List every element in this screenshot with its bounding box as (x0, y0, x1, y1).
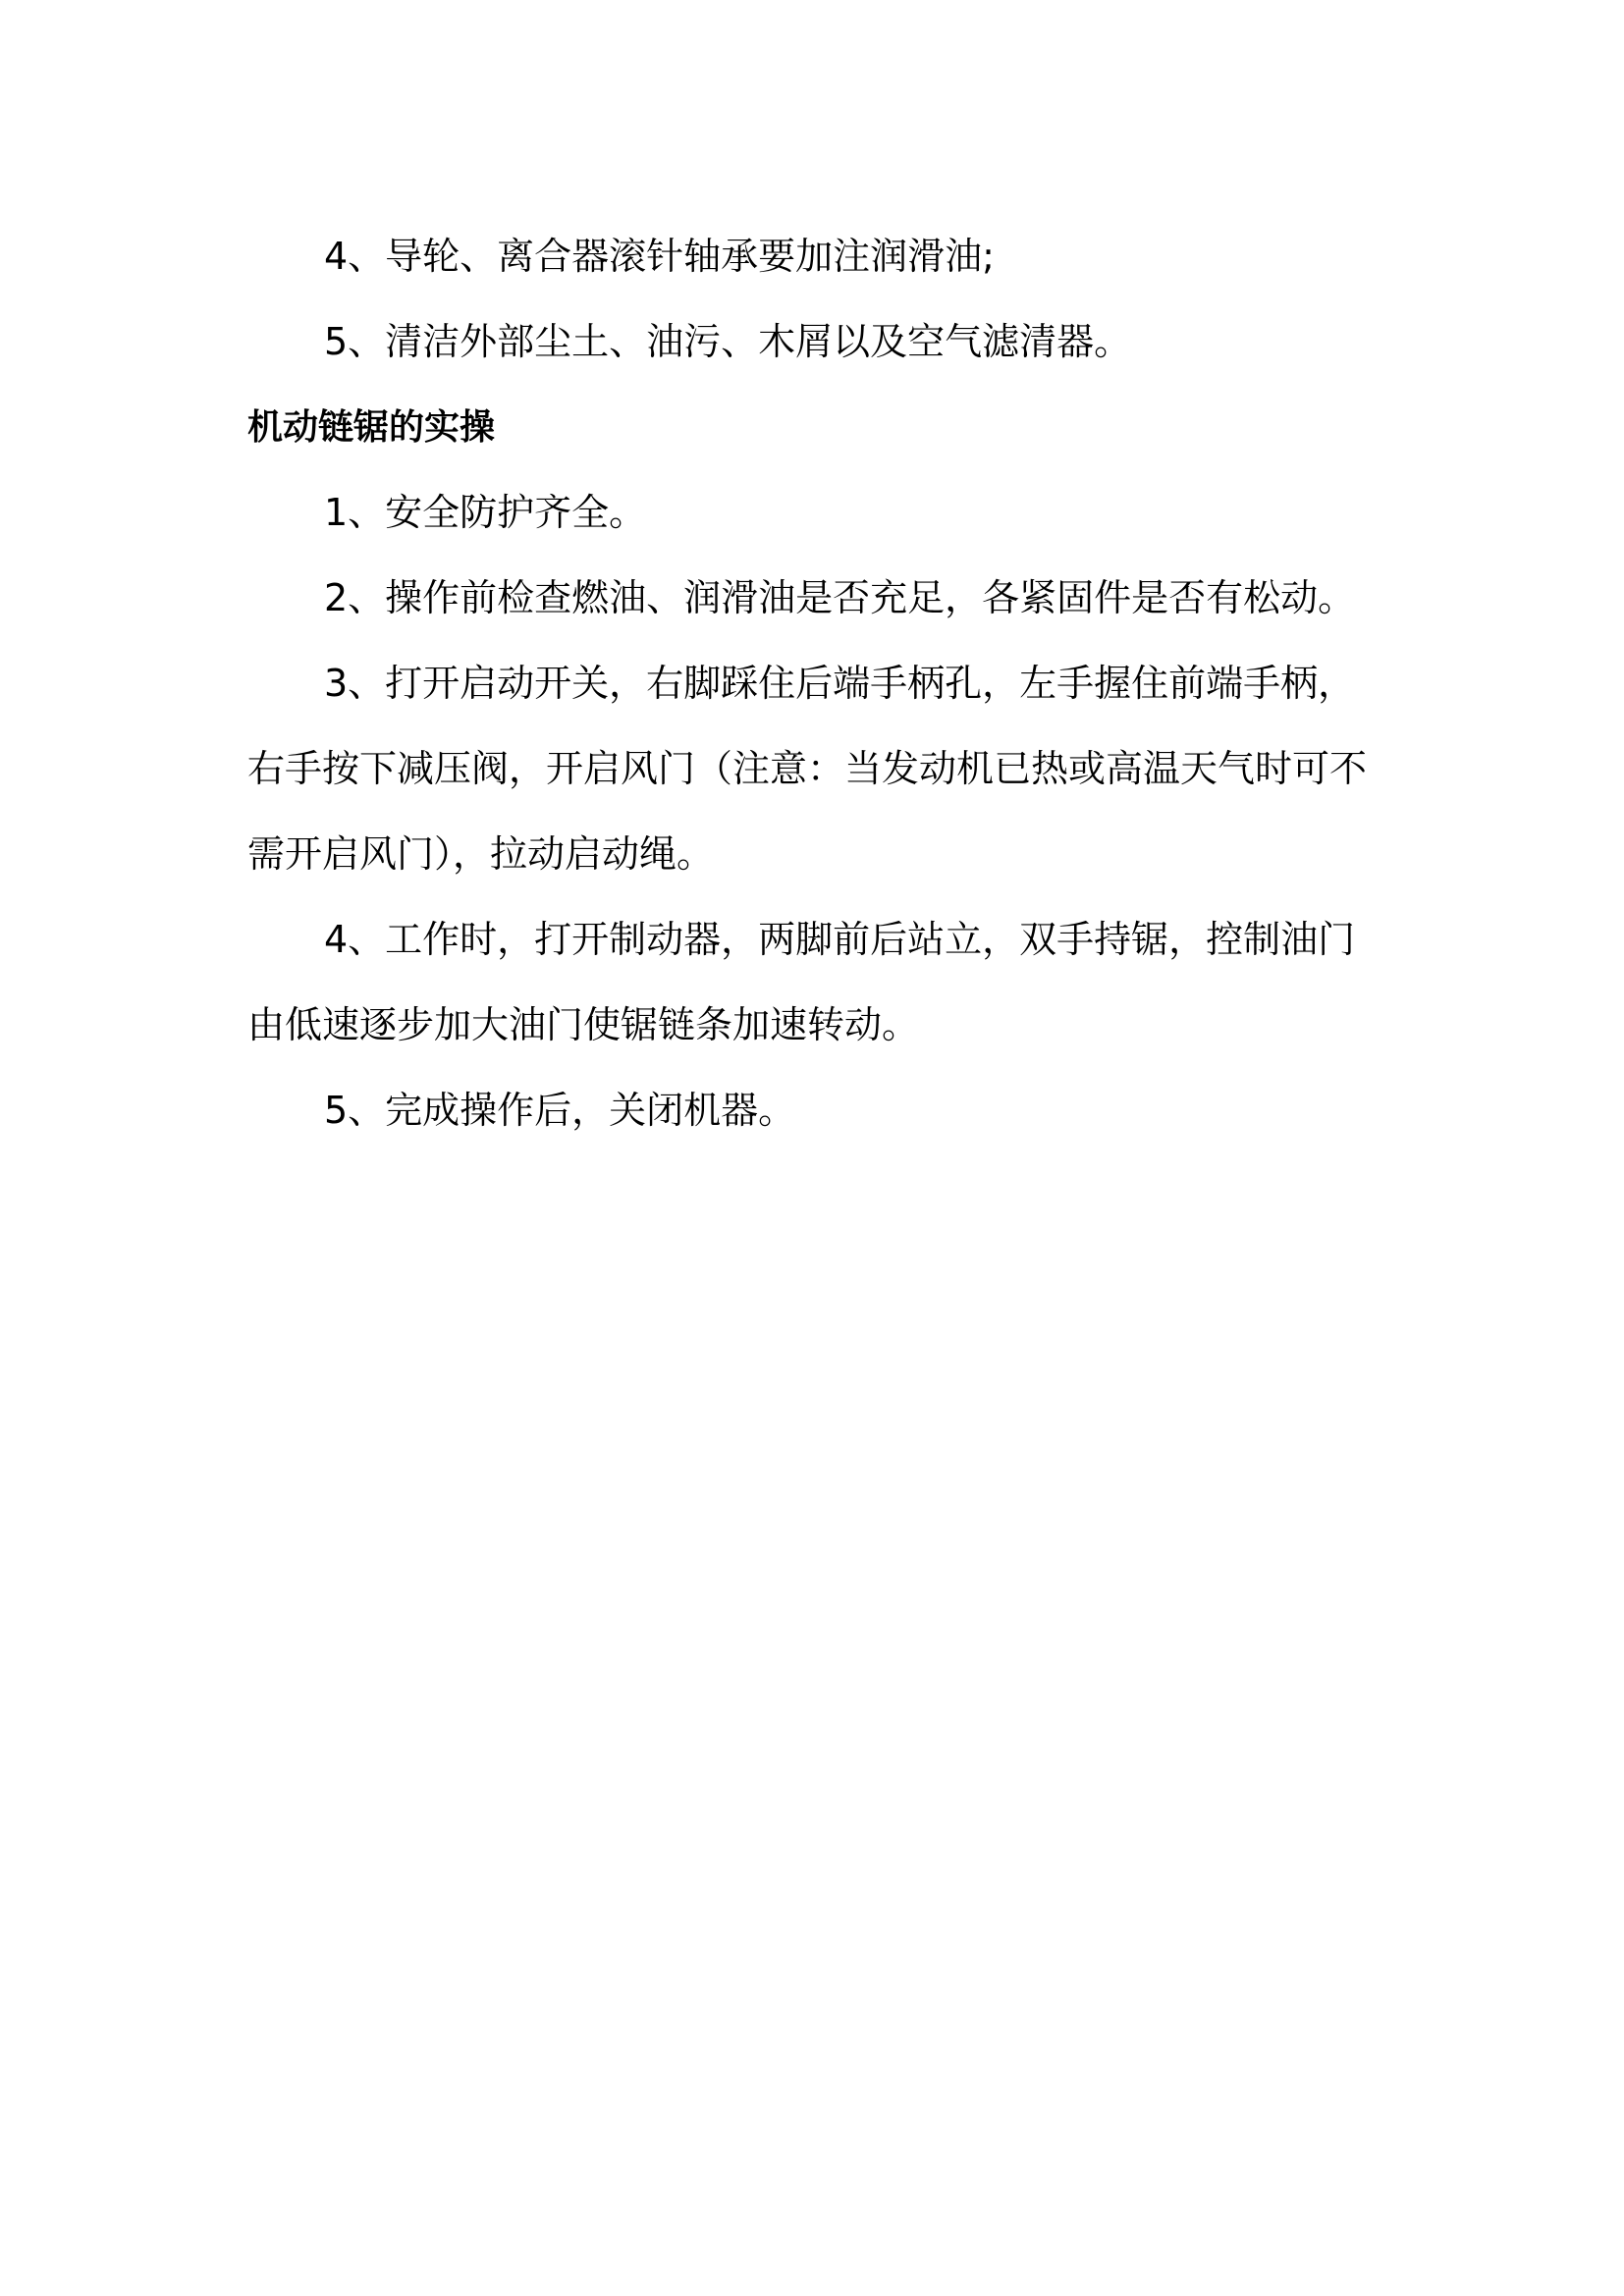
section-heading: 机动链锯的实操 (247, 407, 496, 448)
paragraph-operation-step-5: 5、完成操作后，关闭机器。 (324, 1089, 796, 1132)
paragraph-operation-step-3: 3、打开启动开关，右脚踩住后端手柄孔，左手握住前端手柄，右手按下减压阀，开启风门（注意：当发动机已热或高温天气时可不需开启风门），拉动启动绳。 (247, 662, 1368, 876)
paragraph-operation-step-2: 2、操作前检查燃油、润滑油是否充足，各紧固件是否有松动。 (324, 576, 1356, 619)
paragraph-step-4-maintenance: 4、导轮、离合器滚针轴承要加注润滑油; (324, 235, 995, 278)
paragraph-operation-step-1: 1、安全防护齐全。 (324, 491, 647, 534)
paragraph-step-5-maintenance: 5、清洁外部尘土、油污、木屑以及空气滤清器。 (324, 320, 1132, 363)
paragraph-operation-step-4: 4、工作时，打开制动器，两脚前后站立，双手持锯，控制油门由低速逐步加大油门使锯链条加速转动。 (247, 918, 1356, 1046)
document-body (247, 214, 1386, 1153)
